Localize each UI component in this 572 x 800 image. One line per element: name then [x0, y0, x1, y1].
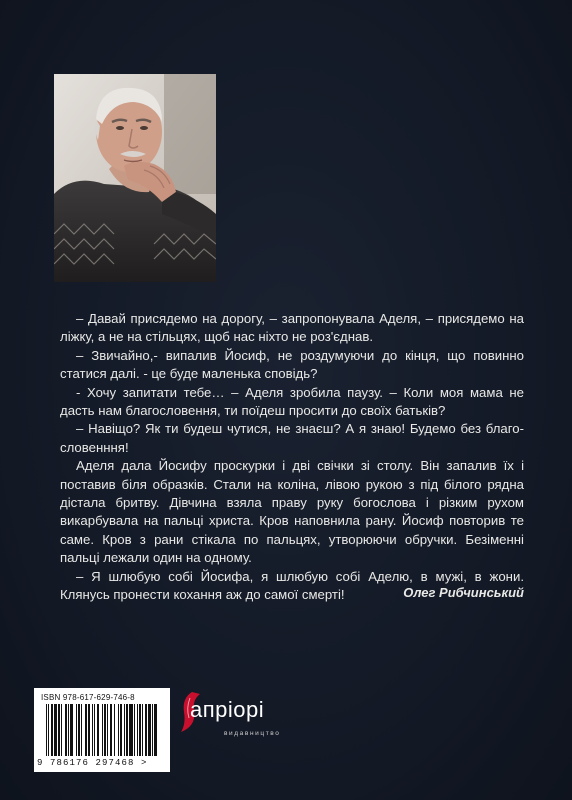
author-photo	[54, 74, 216, 282]
publisher-logo	[174, 688, 294, 748]
barcode-gap	[157, 704, 158, 756]
isbn-label: ISBN 978-617-629-746-8	[41, 693, 135, 702]
paragraph: - Хочу запитати тебе… – Аделя зробила паузу. – Коли моя мама не дасть нам благословення, ти поїдеш просити до своїх батьків?	[60, 384, 524, 419]
author-name: Олег Рибчинський	[403, 585, 524, 600]
publisher-subtitle: видавництво	[224, 730, 281, 737]
paragraph: – Навіщо? Як ти будеш чутися, не знаєш? А я знаю! Будемо без благо-словенння!	[60, 421, 524, 455]
excerpt-text	[60, 310, 524, 605]
author-portrait-photo	[54, 74, 216, 282]
paragraph: Аделя дала Йосифу проскурки і дві свічки зі столу. Він запалив їх і поставив біля образків. Стали на коліна, лівою рукою з під білого рядна дістала бритву. Дівчина взяла праву руку богослова і різким рухом викарбувала на пальці христа. Кров наповнила рану. Йосиф повторив те саме. Кров з рани стікала по пальцях, утворюючи обручки. Безіменні пальці лежали один на одному.	[60, 458, 524, 566]
publisher-name: апріорі	[190, 697, 265, 722]
paragraph: – Давай присядемо на дорогу, – запропонувала Аделя, – присядемо на ліжку, а не на стільцях, щоб нас ніхто не роз'єднав.	[60, 311, 524, 345]
isbn-barcode	[34, 688, 170, 772]
barcode-digits: 9 786176 297468 >	[37, 758, 148, 768]
barcode-bars	[46, 704, 162, 756]
paragraph: – Я шлюбую собі Йосифа, я шлюбую собі Аделю, в мужі, в жони. Клянусь пронести кохання аж до самої смерті!	[60, 568, 524, 603]
paragraph: – Звичайно,- випалив Йосиф, не роздумуючи до кінця, що повинно статися далі. - це буде маленька сповідь?	[60, 347, 524, 382]
